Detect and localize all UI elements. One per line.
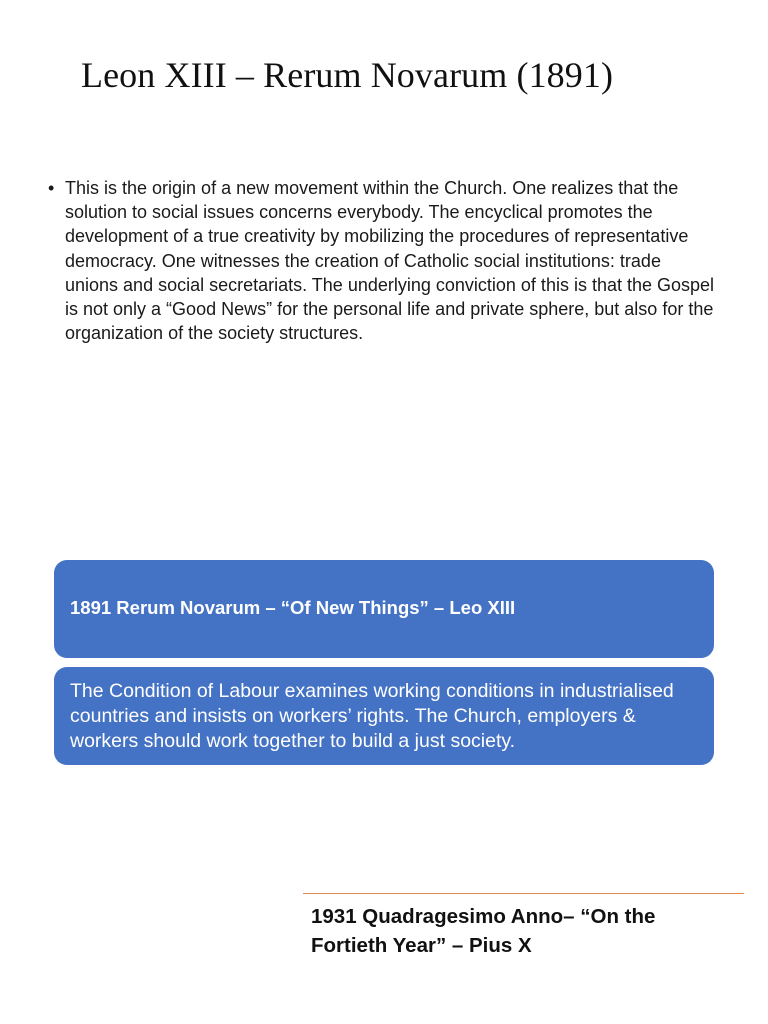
bullet-text: This is the origin of a new movement within the Church. One realizes that the solution to social issues concerns everybody. The encyclical promotes the development of a true creativity by mobilizing the procedures of representative democracy. One witnesses the creation of Catholic social institutions: trade unions and social secretariats. The underlying conviction of this is that the Gospel is not only a “Good News” for the personal life and private sphere, but also for the organization of the society structures. bbox=[65, 178, 715, 344]
slide-title: Leon XIII – Rerum Novarum (1891) bbox=[81, 55, 614, 95]
section-divider bbox=[303, 893, 744, 894]
encyclical-summary-card bbox=[54, 667, 714, 765]
encyclical-header-card bbox=[54, 560, 714, 658]
bullet-item bbox=[48, 176, 718, 345]
bullet-marker: • bbox=[48, 178, 55, 198]
bullet-list bbox=[48, 176, 718, 345]
encyclical-summary-text: The Condition of Labour examines working conditions in industrialised countries and insists on workers’ rights. The Church, employers & workers should work together to build a just society. bbox=[70, 680, 674, 752]
encyclical-header-text: 1891 Rerum Novarum – “Of New Things” – Leo XIII bbox=[70, 597, 516, 618]
next-encyclical-heading: 1931 Quadragesimo Anno– “On the Fortieth Year” – Pius X bbox=[311, 905, 656, 957]
